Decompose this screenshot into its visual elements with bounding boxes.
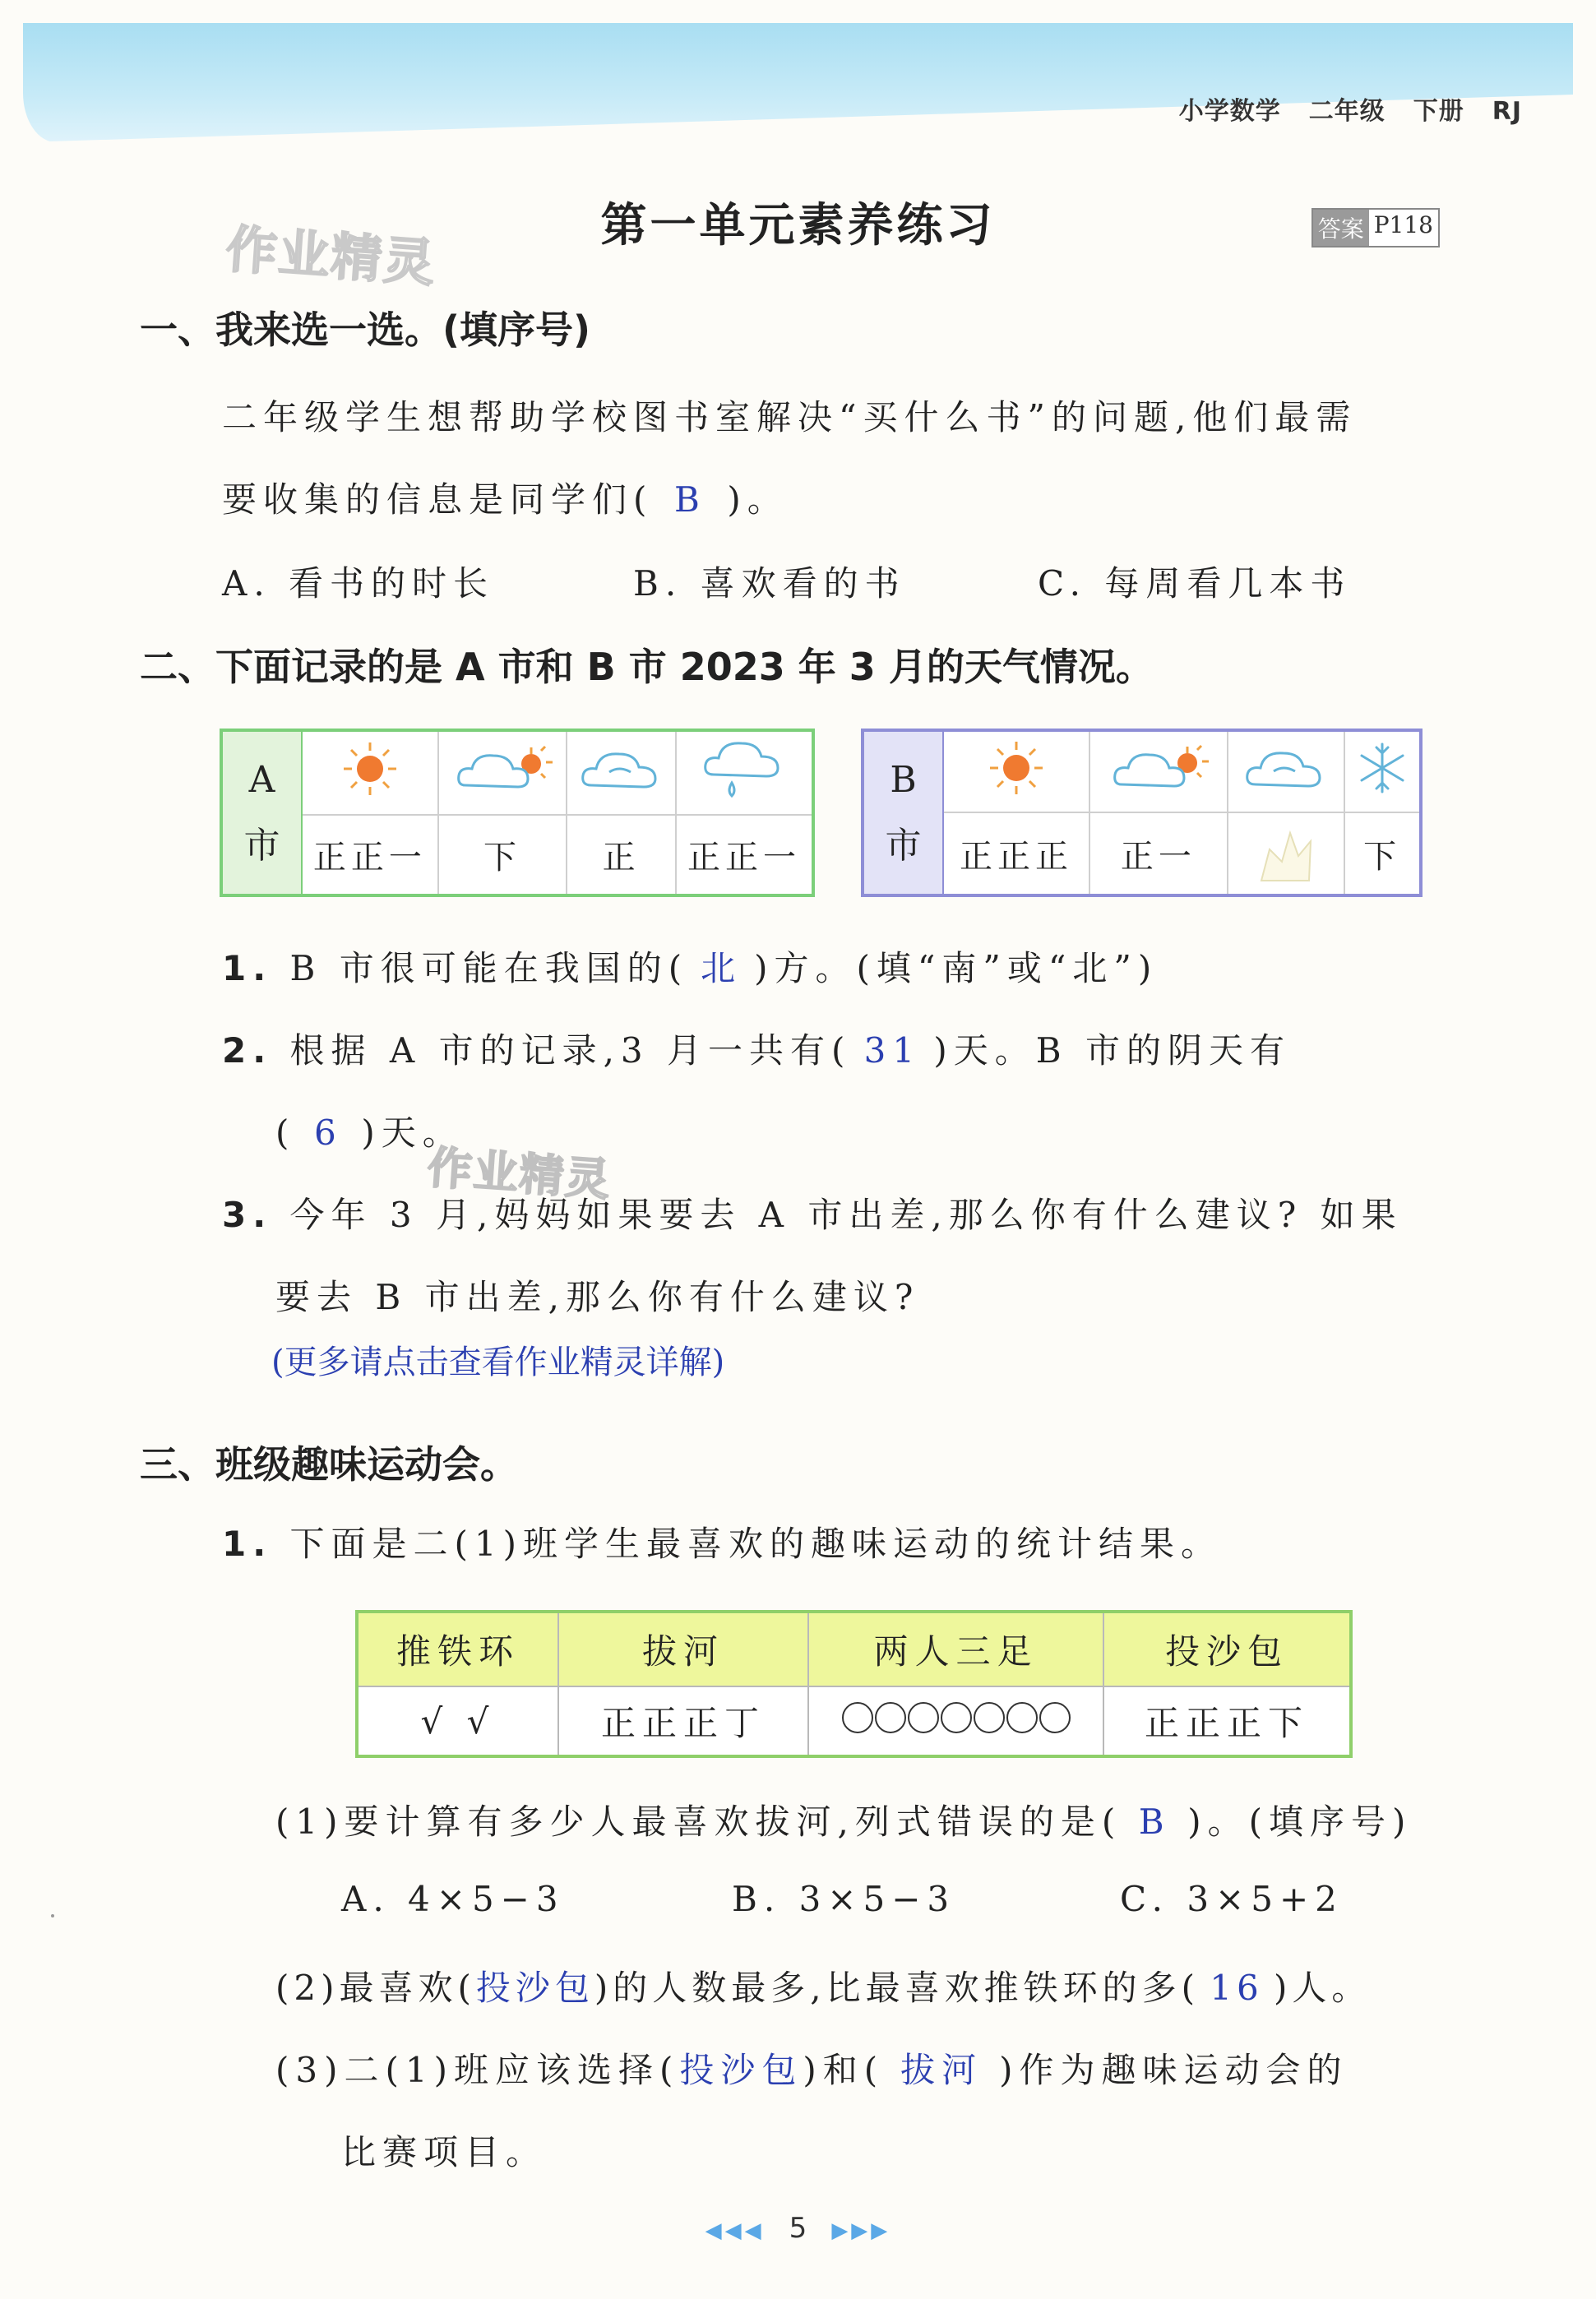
section3-sub3-post: )作为趣味运动会的: [999, 2050, 1349, 2090]
tally-a-4: 正正一: [676, 815, 813, 895]
section3-sub2-mid: )的人数最多,比最喜欢推铁环的多(: [594, 1968, 1200, 2008]
cloudy-sun-icon: [438, 730, 567, 815]
tally-a-3: 正: [567, 815, 676, 895]
header-edition: RJ: [1492, 97, 1522, 126]
section3-sub3-answer1: 投沙包: [679, 2050, 803, 2090]
section3-sub2-post: )人。: [1274, 1968, 1372, 2008]
section2-q2-mid: )天。B 市的阴天有: [933, 1030, 1291, 1071]
header-volume: 下册: [1413, 97, 1464, 126]
city-a-char: 市: [243, 824, 280, 867]
cloud-icon: [1228, 730, 1344, 812]
section2-q3-line1: [222, 1188, 1403, 1237]
sports-header-4: 投沙包: [1103, 1612, 1351, 1686]
section3-sub3-answer2: 拔河: [900, 2050, 983, 2090]
section1-line2-pre: 要收集的信息是同学们(: [222, 479, 654, 520]
section3-sub2-answer1: 投沙包: [475, 1968, 594, 2008]
header-meta: [1151, 90, 1522, 127]
watermark-2: 作业精灵: [425, 1141, 613, 1206]
circle-mark: [842, 1702, 873, 1733]
tally-b-3: [1228, 812, 1344, 895]
snowflake-icon: [1344, 730, 1421, 812]
sports-header-2: 拔河: [558, 1612, 808, 1686]
city-a-cell: [221, 730, 302, 895]
circle-mark: [974, 1702, 1005, 1733]
section3-q1-num: 1.: [222, 1524, 273, 1564]
section1-heading: 一、我来选一选。(填序号): [140, 308, 591, 352]
section2-q2-post2: )天。: [361, 1112, 464, 1153]
section1-option-c: C. 每周看几本书: [1038, 563, 1352, 604]
circle-mark: [875, 1702, 906, 1733]
sunny-icon: [302, 730, 438, 815]
sports-header-1: 推铁环: [357, 1612, 558, 1686]
torn-mark-icon: [1245, 816, 1327, 882]
section3-sub2-pre: (2)最喜欢(: [275, 1968, 476, 2008]
section2-q2-num: 2.: [222, 1030, 273, 1071]
section2-q3-num: 3.: [222, 1195, 273, 1235]
section3-sub3-line2: 比赛项目。: [341, 2132, 548, 2172]
section2-q3-line2: 要去 B 市出差,那么你有什么建议?: [275, 1277, 920, 1317]
weather-table-b: [861, 729, 1423, 897]
next-page-arrows[interactable]: ▶▶▶: [831, 2218, 891, 2243]
section1-answer: B: [673, 479, 706, 520]
section3-sub1-option-a: A. 4×5−3: [341, 1879, 565, 1919]
section2-q1: [222, 941, 1158, 991]
section2-q1-pre: B 市很可能在我国的(: [289, 948, 689, 988]
weather-table-a: [220, 729, 815, 897]
section3-sub1: [275, 1795, 1412, 1844]
section2-q3-text1: 今年 3 月,妈妈如果要去 A 市出差,那么你有什么建议? 如果: [289, 1195, 1403, 1235]
section3-heading: 三、班级趣味运动会。: [140, 1442, 518, 1487]
page-title: 第一单元素养练习: [600, 199, 996, 252]
section3-q1-text: 下面是二(1)班学生最喜欢的趣味运动的统计结果。: [289, 1524, 1223, 1564]
section3-sub1-post: )。(填序号): [1187, 1802, 1413, 1842]
section3-sub1-option-b: B. 3×5−3: [732, 1879, 956, 1919]
circle-mark: [1039, 1702, 1071, 1733]
section3-sub3: [275, 2043, 1349, 2093]
section3-sub3-pre: (3)二(1)班应该选择(: [275, 2050, 680, 2090]
answer-tag[interactable]: [1311, 208, 1440, 247]
section2-q1-answer: 北: [701, 948, 742, 988]
section2-heading: 二、下面记录的是 A 市和 B 市 2023 年 3 月的天气情况。: [140, 645, 1154, 689]
sports-value-2: 正正正丁: [558, 1686, 808, 1756]
city-a-letter: A: [248, 758, 275, 801]
section2-q2-pre2: (: [275, 1112, 296, 1153]
section3-sub3-mid: )和(: [803, 2050, 885, 2090]
section3-sub1-pre: (1)要计算有多少人最喜欢拔河,列式错误的是(: [275, 1802, 1122, 1842]
section1-option-b: B. 喜欢看的书: [633, 563, 906, 604]
section2-q2-pre: 根据 A 市的记录,3 月一共有(: [289, 1030, 852, 1071]
tally-b-4: 下: [1344, 812, 1421, 895]
page-number: 5: [789, 2212, 807, 2245]
more-details-link[interactable]: (更多请点击查看作业精灵详解): [271, 1344, 725, 1381]
section3-q1: [222, 1517, 1222, 1566]
header-grade: 二年级: [1308, 97, 1386, 126]
city-b-char: 市: [885, 824, 922, 867]
watermark: 作业精灵: [224, 219, 438, 294]
section2-q2-answer2: 6: [314, 1112, 343, 1153]
rain-icon: [676, 730, 813, 815]
answer-tag-label: 答案: [1313, 210, 1369, 246]
section2-q2: [222, 1024, 1291, 1073]
section2-q1-post: )方。(填“南”或“北”): [754, 948, 1159, 988]
answer-tag-page: P118: [1369, 210, 1438, 246]
city-b-cell: [863, 730, 943, 895]
sports-value-1: √ √: [357, 1686, 558, 1756]
scan-dot: [51, 1914, 54, 1917]
section1-line1: 二年级学生想帮助学校图书室解决“买什么书”的问题,他们最需: [222, 397, 1358, 437]
circle-mark: [1006, 1702, 1038, 1733]
section1-option-a: A. 看书的时长: [222, 563, 495, 604]
section2-q1-num: 1.: [222, 948, 273, 988]
prev-page-arrows[interactable]: ◀◀◀: [705, 2218, 765, 2243]
tally-b-1: 正正正: [943, 812, 1089, 895]
section3-sub1-option-c: C. 3×5+2: [1120, 1879, 1344, 1919]
sports-value-4: 正正正下: [1103, 1686, 1351, 1756]
section2-q2-answer1: 31: [863, 1030, 922, 1071]
section1-line2: [222, 473, 789, 522]
section1-line2-post: )。: [727, 479, 789, 520]
section3-sub2-answer2: 16: [1210, 1968, 1264, 2008]
sports-table: [355, 1610, 1353, 1758]
header-subject: 小学数学: [1178, 97, 1281, 126]
tally-a-1: 正正一: [302, 815, 438, 895]
sports-header-3: 两人三足: [808, 1612, 1103, 1686]
circle-mark: [941, 1702, 972, 1733]
tally-a-2: 下: [438, 815, 567, 895]
sunny-icon: [943, 730, 1089, 812]
circle-tally: [842, 1702, 1071, 1733]
tally-b-2: 正一: [1089, 812, 1228, 895]
section3-sub2: [275, 1961, 1371, 2010]
sports-value-3: [808, 1686, 1103, 1756]
cloud-icon: [567, 730, 676, 815]
page-footer: [0, 2212, 1596, 2245]
section3-sub1-answer: B: [1138, 1802, 1171, 1842]
circle-mark: [908, 1702, 939, 1733]
city-b-letter: B: [890, 758, 917, 801]
cloudy-sun-icon: [1089, 730, 1228, 812]
